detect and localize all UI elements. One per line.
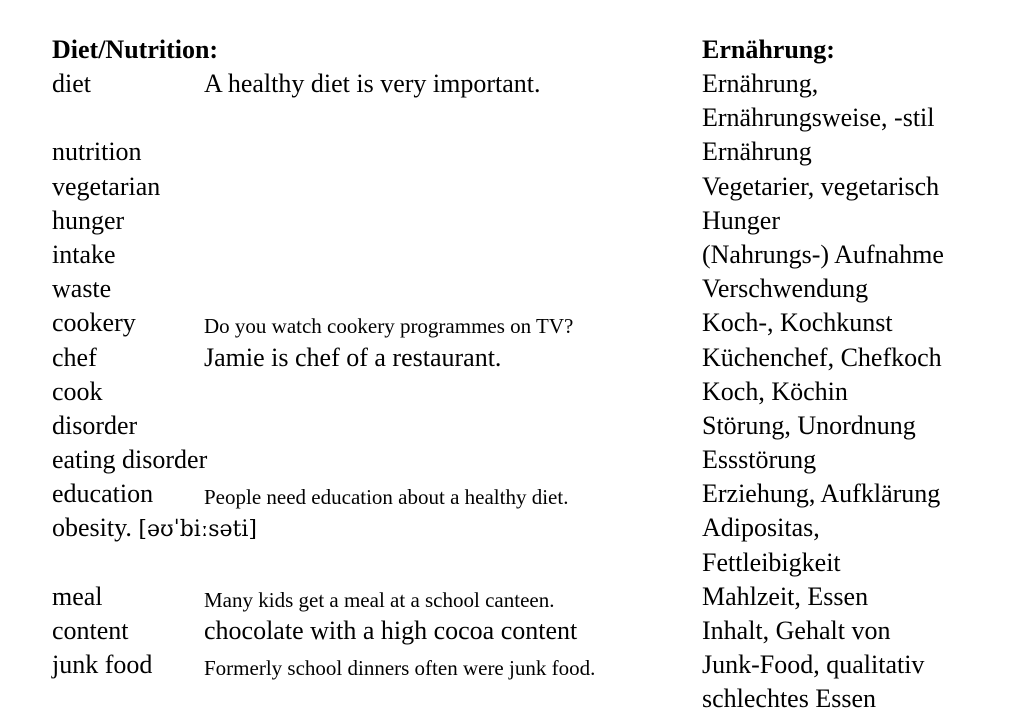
example-sentence: A healthy diet is very important. [204, 69, 541, 98]
term: obesity. [52, 513, 132, 543]
example-sentence: Do you watch cookery programmes on TV? [204, 314, 574, 339]
translation: Störung, Unordnung [702, 410, 916, 440]
vocab-row-junk-food [0, 648, 1024, 716]
term: education [52, 479, 154, 509]
term: hunger [52, 205, 125, 235]
translation-line: Ernährung, [702, 69, 819, 98]
translation: Inhalt, Gehalt von [702, 616, 891, 646]
vocab-row-nutrition [0, 135, 1024, 169]
translation: Küchenchef, Chefkoch [702, 342, 942, 372]
vocab-row-cook [0, 375, 1024, 409]
term: disorder [52, 410, 138, 440]
term: vegetarian [52, 171, 161, 201]
vocab-row-diet [0, 67, 1024, 135]
term: junk food [52, 650, 153, 680]
term: waste [52, 274, 112, 304]
term: diet [52, 69, 91, 98]
vocab-row-chef [0, 341, 1024, 375]
translation: Erziehung, Aufklärung [702, 479, 941, 509]
translation: Essstörung [702, 445, 817, 475]
translation-line: Junk-Food, qualitativ [702, 650, 925, 680]
vocab-row-eating-disorder [0, 443, 1024, 477]
vocab-row-obesity [0, 511, 1024, 579]
term: cook [52, 376, 103, 406]
vocab-row-waste [0, 272, 1024, 306]
term: cookery [52, 308, 136, 338]
vocab-row-hunger [0, 204, 1024, 238]
vocab-row-content [0, 614, 1024, 648]
section-title-english: Diet/Nutrition: [52, 35, 219, 64]
section-title-german: Ernährung: [702, 35, 835, 64]
translation: Vegetarier, vegetarisch [702, 171, 940, 201]
translation: Hunger [702, 205, 780, 235]
translation-line: Fettleibigkeit [702, 547, 841, 577]
translation [702, 511, 1002, 579]
vocab-row-intake [0, 238, 1024, 272]
translation: Koch-, Kochkunst [702, 308, 893, 338]
term: chef [52, 342, 97, 372]
vocab-row-meal [0, 580, 1024, 614]
translation: Koch, Köchin [702, 376, 848, 406]
pronunciation: [əʊˈbiːsəti] [138, 517, 258, 543]
term: eating disorder [52, 445, 208, 475]
vocab-row-vegetarian [0, 170, 1024, 204]
translation [702, 648, 1002, 716]
term: intake [52, 239, 116, 269]
translation: (Nahrungs-) Aufnahme [702, 239, 944, 269]
term: nutrition [52, 137, 142, 167]
translation: Ernährung [702, 137, 812, 167]
translation: Mahlzeit, Essen [702, 581, 869, 611]
example-sentence: Formerly school dinners often were junk food. [204, 656, 596, 681]
example-sentence: Many kids get a meal at a school canteen. [204, 587, 555, 612]
term-with-pronunciation [52, 511, 257, 547]
translation: Verschwendung [702, 274, 869, 304]
vocab-row-education [0, 477, 1024, 511]
example-sentence: People need education about a healthy diet. [204, 485, 569, 510]
translation-line: schlechtes Essen [702, 684, 877, 714]
example-sentence: chocolate with a high cocoa content [204, 616, 578, 646]
term: content [52, 616, 129, 646]
translation-line: Adipositas, [702, 513, 820, 543]
translation-line: Ernährungsweise, -stil [702, 103, 935, 133]
translation [702, 67, 1002, 135]
vocab-row-disorder [0, 409, 1024, 443]
example-sentence: Jamie is chef of a restaurant. [204, 342, 502, 372]
term: meal [52, 581, 103, 611]
vocab-row-cookery [0, 306, 1024, 340]
vocabulary-list [0, 67, 1024, 717]
